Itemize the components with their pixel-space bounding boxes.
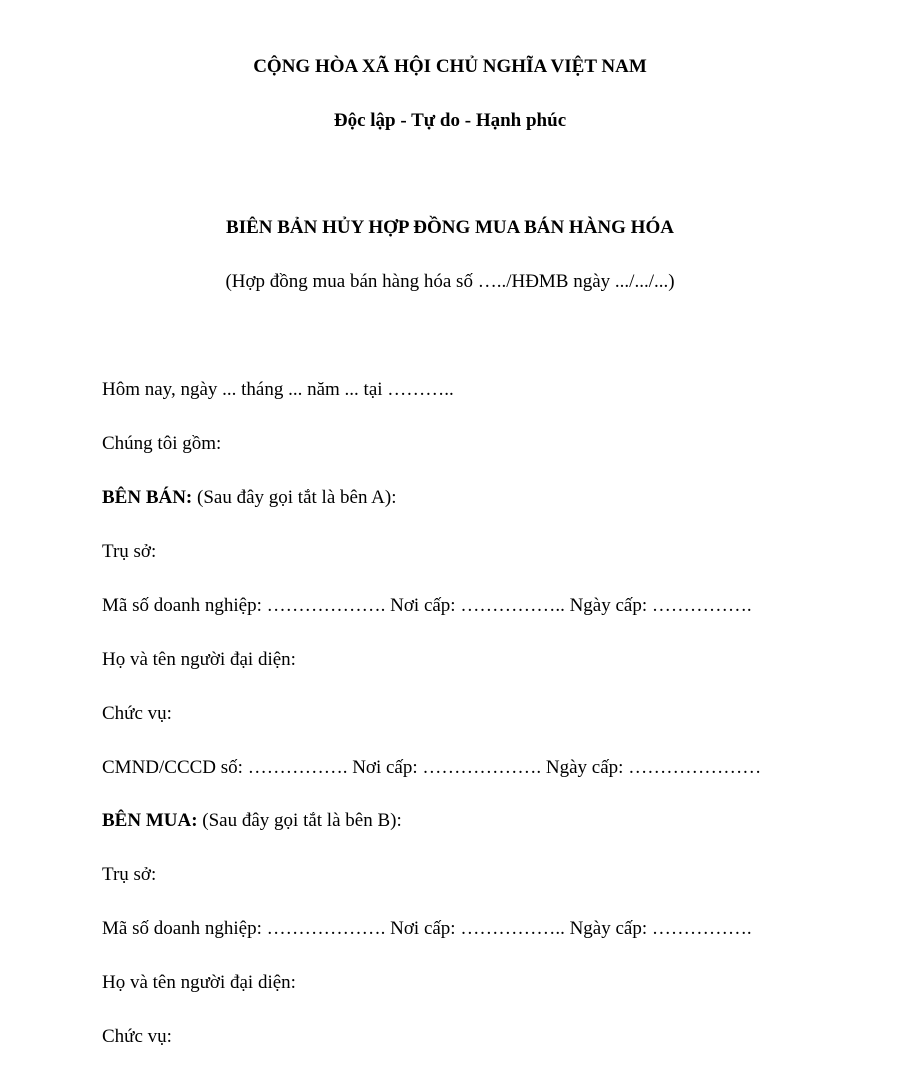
buyer-heading bbox=[102, 809, 402, 833]
document-title: BIÊN BẢN HỦY HỢP ĐỒNG MUA BÁN HÀNG HÓA bbox=[226, 217, 674, 238]
seller-representative: Họ và tên người đại diện: bbox=[102, 649, 296, 670]
national-motto: Độc lập - Tự do - Hạnh phúc bbox=[333, 110, 567, 131]
seller-business-code: Mã số doanh nghiệp: ………………. Nơi cấp: …………….. Ngày cấp: ……………. bbox=[102, 595, 752, 616]
buyer-position: Chức vụ: bbox=[102, 1026, 172, 1047]
buyer-label: BÊN MUA: bbox=[102, 810, 198, 831]
buyer-business-code: Mã số doanh nghiệp: ………………. Nơi cấp: …………….. Ngày cấp: ……………. bbox=[102, 918, 752, 939]
seller-label-note: (Sau đây gọi tắt là bên A): bbox=[192, 487, 397, 508]
seller-id-card: CMND/CCCD số: ……………. Nơi cấp: ………………. Ngày cấp: ………………… bbox=[102, 757, 762, 778]
buyer-label-note: (Sau đây gọi tắt là bên B): bbox=[197, 810, 402, 831]
seller-head-office: Trụ sở: bbox=[102, 541, 157, 562]
seller-label: BÊN BÁN: bbox=[102, 487, 193, 508]
seller-position: Chức vụ: bbox=[102, 703, 172, 724]
buyer-representative: Họ và tên người đại diện: bbox=[102, 972, 296, 993]
intro-we-include: Chúng tôi gồm: bbox=[102, 433, 222, 454]
document-subtitle: (Hợp đồng mua bán hàng hóa số …../HĐMB ngày .../.../...) bbox=[225, 271, 675, 292]
intro-date-place: Hôm nay, ngày ... tháng ... năm ... tại ……….. bbox=[102, 379, 454, 400]
buyer-head-office: Trụ sở: bbox=[102, 864, 157, 885]
national-header: CỘNG HÒA XÃ HỘI CHỦ NGHĨA VIỆT NAM bbox=[253, 56, 647, 77]
seller-heading bbox=[102, 486, 396, 510]
